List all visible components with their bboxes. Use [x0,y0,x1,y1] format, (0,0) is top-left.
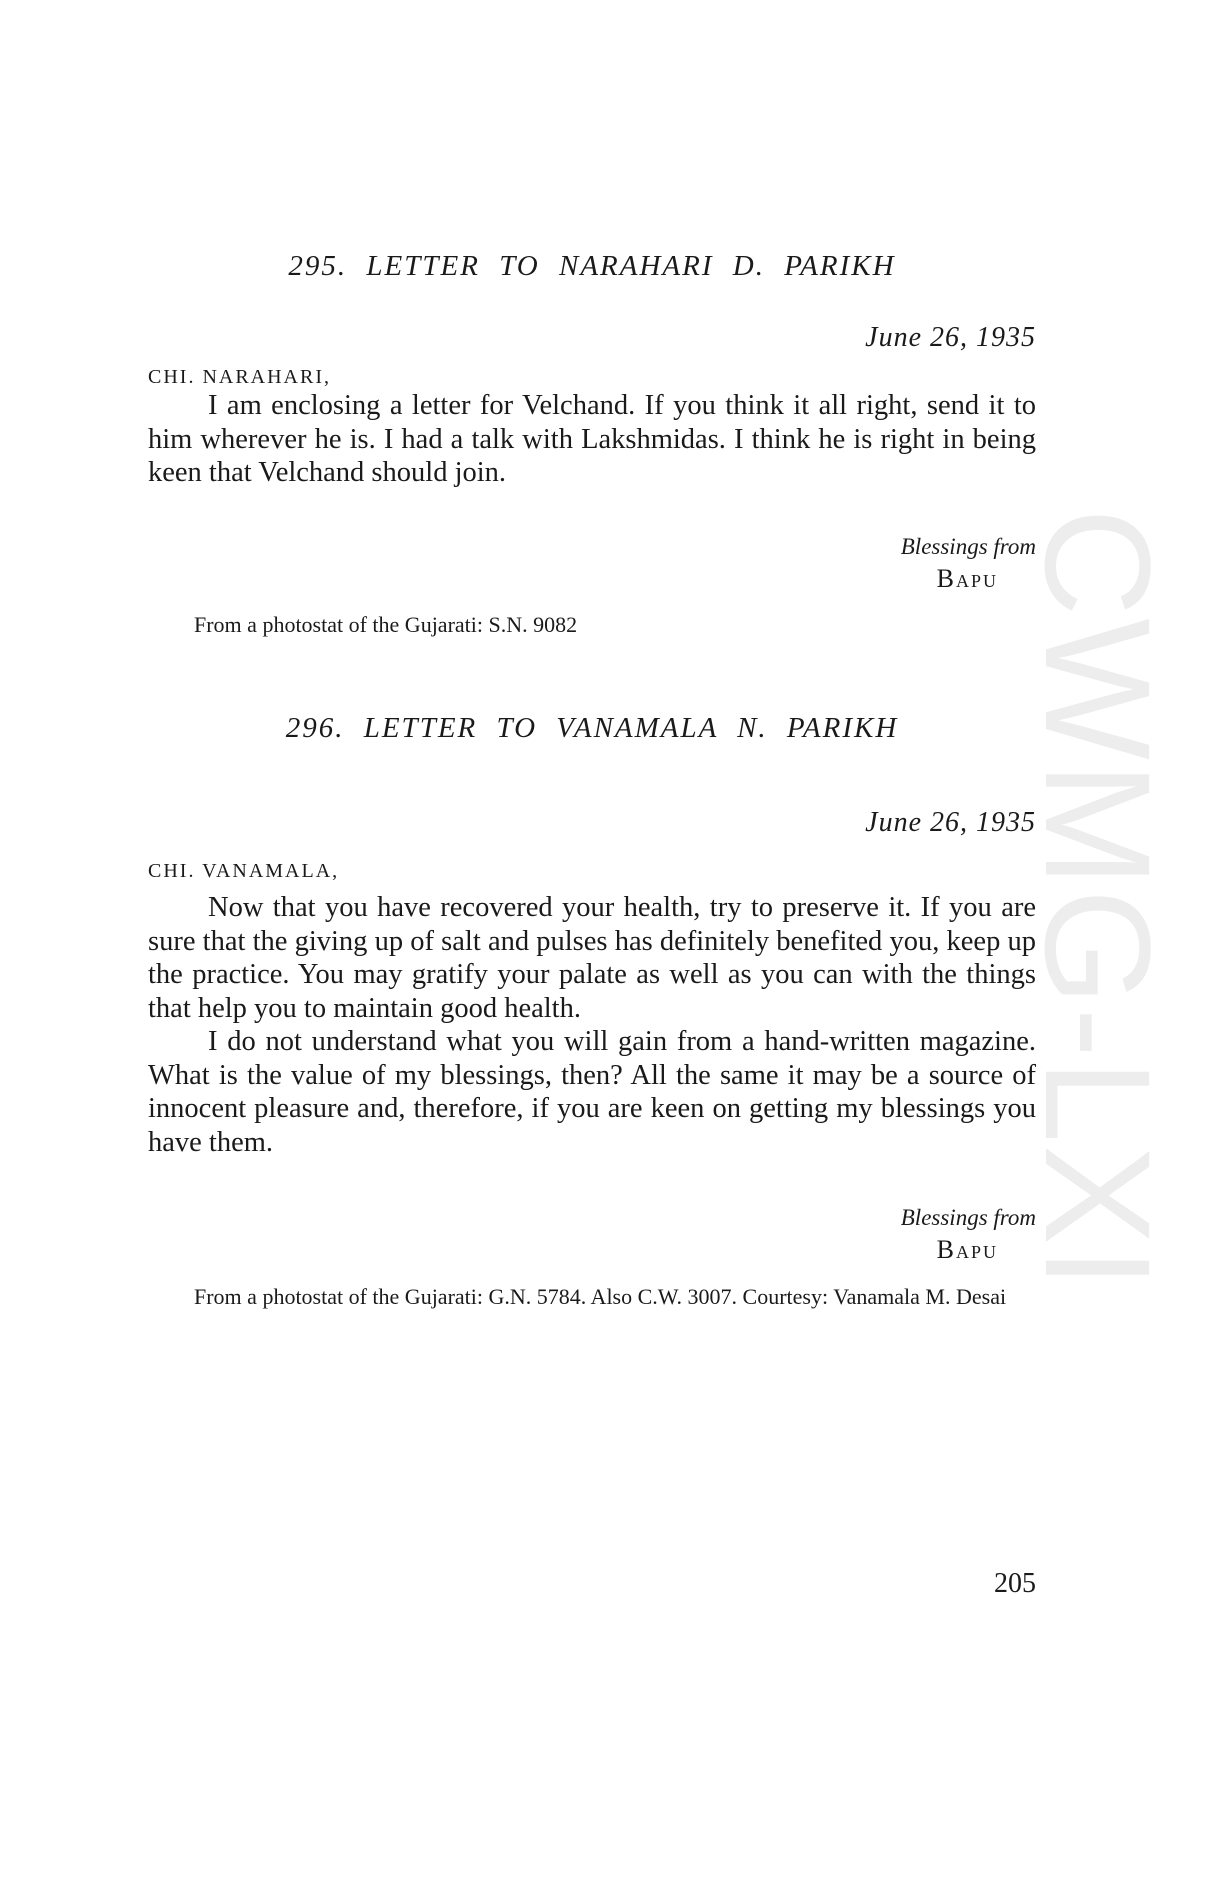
letter-295-signoff [901,532,1036,596]
letter-295-paragraph-1: I am enclosing a letter for Velchand. If you think it all right, send it to him wherever he is. I had a talk with Lakshmidas. I think he is right in being keen that Velchand should join. [148,390,1036,488]
letter-295-date: June 26, 1935 [865,322,1036,353]
page-number: 205 [994,1568,1036,1599]
letter-296-closing: Blessings from [900,1205,1036,1230]
letter-296-salutation: CHI. VANAMALA, [148,860,340,882]
letter-296-paragraph-2: I do not understand what you will gain from a hand-written magazine. What is the value of my blessings, then? All the same it may be a source of innocent pleasure and, therefore, if you are keen on getting my blessings you have them. [148,1026,1036,1158]
letter-295-salutation: CHI. NARAHARI, [148,366,331,388]
letter-296-signoff [901,1203,1036,1267]
letter-296-paragraph-1: Now that you have recovered your health, try to preserve it. If you are sure that the giving up of salt and pulses has definitely benefited you, keep up the practice. You may gratify your palate as well as you can with the things that help you to maintain good health. [148,892,1036,1024]
letter-296-heading: 296. LETTER TO VANAMALA N. PARIKH [285,712,899,744]
letter-295-signature: Bapu [936,564,998,593]
letter-296-source: From a photostat of the Gujarati: G.N. 5784. Also C.W. 3007. Courtesy: Vanamala M. Desai [194,1284,1007,1309]
letter-296-body [148,891,1036,1159]
letter-295-closing: Blessings from [900,534,1036,559]
letter-295-source: From a photostat of the Gujarati: S.N. 9082 [194,612,578,637]
watermark: CWMG-LXI [1014,508,1182,1291]
letter-296-date: June 26, 1935 [865,807,1036,838]
letter-296-signature: Bapu [936,1235,998,1264]
letter-295-heading: 295. LETTER TO NARAHARI D. PARIKH [288,250,896,282]
letter-295-body [148,389,1036,490]
